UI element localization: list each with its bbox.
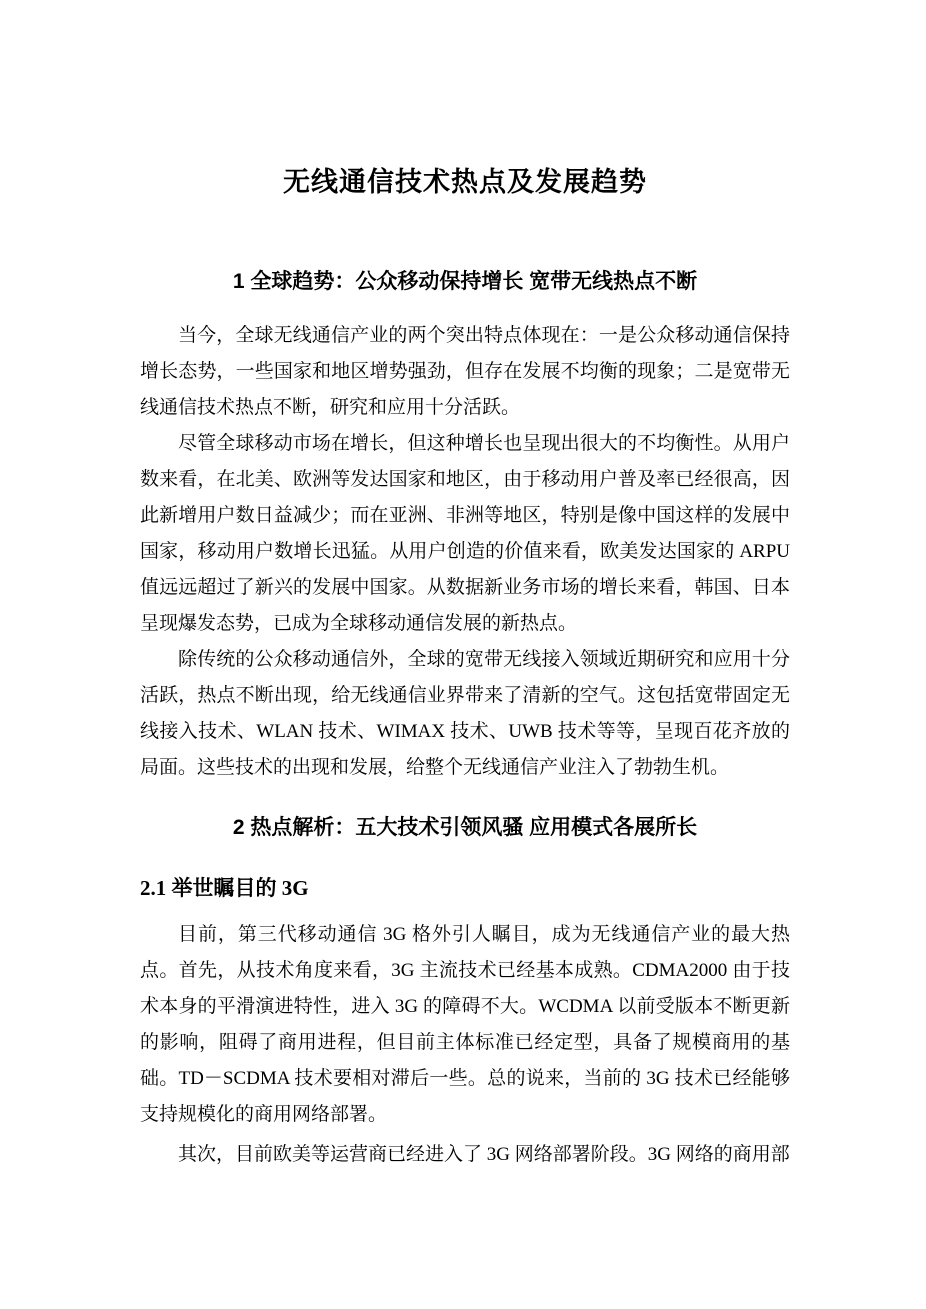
section-2-1-paragraph-2: 其次，目前欧美等运营商已经进入了 3G 网络部署阶段。3G 网络的商用部 (178, 1144, 790, 1165)
section-1-paragraph-2: 尽管全球移动市场在增长，但这种增长也呈现出很大的不均衡性。从用户数来看，在北美、欧洲等发达国家和地区，由于移动用户普及率已经很高，因此新增用户数日益减少；而在亚洲、非洲等地区，特别是像中国这样的发展中国家，移动用户数增长迅猛。从用户创造的价值来看，欧美发达国家的 ARPU 值远远超过了新兴的发展中国家。从数据新业务市场的增长来看，韩国、日本呈现爆发态势，已成为全球移动通信发展的新热点。 (140, 433, 790, 634)
section-2-1-heading: 2.1 举世瞩目的 3G (140, 876, 309, 900)
section-2-1-paragraph-1: 目前，第三代移动通信 3G 格外引人瞩目，成为无线通信产业的最大热点。首先，从技术角度来看，3G 主流技术已经基本成熟。CDMA2000 由于技术本身的平滑演进特性，进入 3G 的障碍不大。WCDMA 以前受版本不断更新的影响，阻碍了商用进程，但目前主体标准已经定型，具备了规模商用的基础。TD－SCDMA 技术要相对滞后一些。总的说来，当前的 3G 技术已经能够支持规模化的商用网络部署。 (140, 924, 790, 1125)
section-1-heading: 1 全球趋势：公众移动保持增长 宽带无线热点不断 (232, 270, 698, 293)
section-2-heading: 2 热点解析：五大技术引领风骚 应用模式各展所长 (232, 816, 698, 839)
document-title: 无线通信技术热点及发展趋势 (283, 167, 647, 197)
section-1-paragraph-1: 当今，全球无线通信产业的两个突出特点体现在：一是公众移动通信保持增长态势，一些国家和地区增势强劲，但存在发展不均衡的现象；二是宽带无线通信技术热点不断，研究和应用十分活跃。 (140, 325, 790, 418)
section-1-paragraph-3: 除传统的公众移动通信外，全球的宽带无线接入领域近期研究和应用十分活跃，热点不断出现，给无线通信业界带来了清新的空气。这包括宽带固定无线接入技术、WLAN 技术、WIMAX 技术、UWB 技术等等，呈现百花齐放的局面。这些技术的出现和发展，给整个无线通信产业注入了勃勃生机。 (140, 649, 790, 778)
